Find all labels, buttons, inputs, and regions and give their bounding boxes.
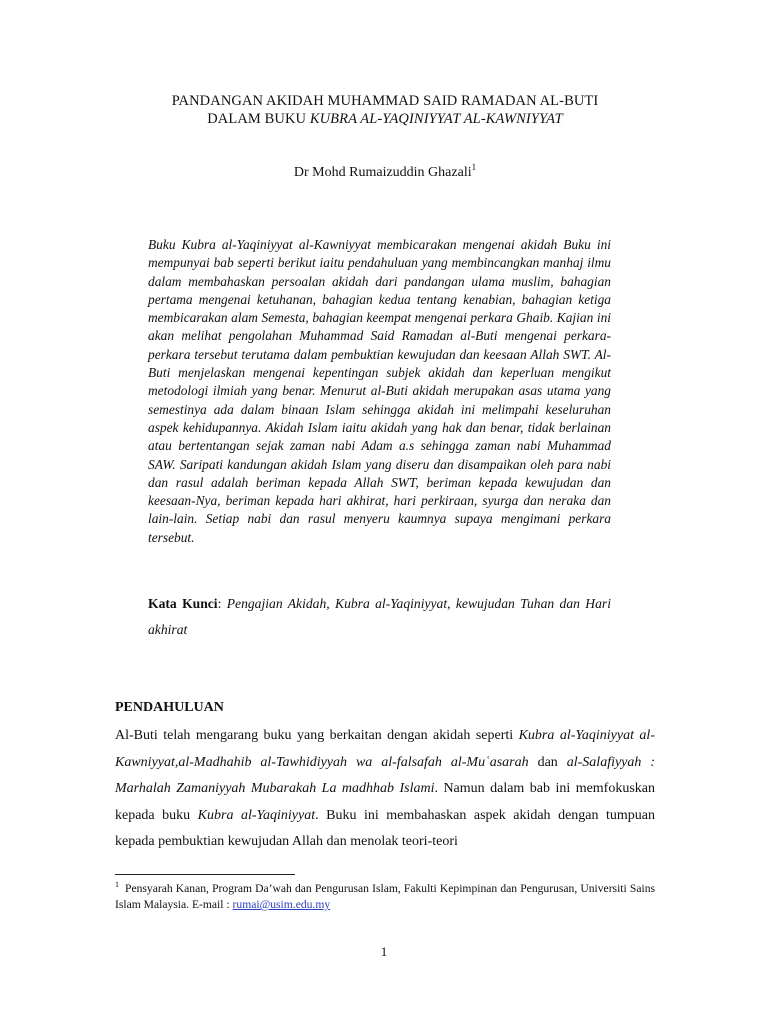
keywords <box>148 591 611 643</box>
footnote <box>115 881 655 913</box>
page-number: 1 <box>380 944 388 959</box>
keywords-separator: : <box>217 596 227 611</box>
footnote-text: Pensyarah Kanan, Program Da’wah dan Pengurusan Islam, Fakulti Kepimpinan dan Pengurusan, Universiti Sains Islam Malaysia. E-mail : <box>115 882 655 911</box>
footnote-email-link[interactable]: rumai@usim.edu.my <box>232 898 331 911</box>
title-line-2-prefix: DALAM BUKU <box>207 111 310 127</box>
title-line-1: PANDANGAN AKIDAH MUHAMMAD SAID RAMADAN AL-BUTI <box>171 93 599 109</box>
paper-title <box>115 92 655 128</box>
book-title-2: al-Salafiyyah : Marhalah Zamaniyyah Mubarakah La madhhab Islami <box>115 754 656 796</box>
author-name: Dr Mohd Rumaizuddin Ghazali <box>293 165 472 180</box>
title-line-2 <box>115 110 655 128</box>
keywords-label: Kata Kunci <box>148 596 218 611</box>
section-heading: PENDAHULUAN <box>115 700 224 715</box>
book-title-3: Kubra al-Yaqiniyyat <box>197 807 316 823</box>
footnote-divider <box>115 874 295 875</box>
body-text-segment: . Namun dalam bab ini memfokuskan kepada buku <box>115 781 656 823</box>
abstract: Buku Kubra al-Yaqiniyyat al-Kawniyyat membicarakan mengenai akidah Buku ini mempunyai bab seperti berikut iaitu pendahuluan yang membincangkan manhaj ilmu dalam membahaskan persoalan akidah dari pandangan ulama muslim, bahagian pertama mengenai ketuhanan, bahagian kedua tentang kenabian, bahagian ketiga membicarakan alam Semesta, bahagian keempat mengenai perkara Ghaib. Kajian ini akan melihat pengolahan Muhammad Said Ramadan al-Buti mengenai perkara-perkara tersebut terutama dalam pembuktian kewujudan dan keesaan Allah SWT. Al-Buti menjelaskan mengenai kepentingan subjek akidah dan keperluan mengikut metodologi ilmiah yang benar. Menurut al-Buti akidah merupakan asas utama yang semestinya ada dalam binaan Islam sehingga akidah ini melimpahi keseluruhan aspek kehidupannya. Akidah Islam iaitu akidah yang hak dan benar, tidak berlainan atau bertentangan sejak zaman nabi Adam a.s sehingga zaman nabi Muhammad SAW. Saripati kandungan akidah Islam yang diseru dan disampaikan oleh para nabi dan rasul adalah beriman kepada Allah SWT, beriman kepada kewujudan dan keesaan-Nya, beriman kepada hari akhirat, hari perkiraan, syurga dan neraka dan lain-lain. Setiap nabi dan rasul menyeru kaumnya supaya mengimani perkara tersebut. <box>148 237 611 545</box>
footnote-mark: 1 <box>115 880 119 889</box>
keywords-text: Pengajian Akidah, Kubra al-Yaqiniyyat, kewujudan Tuhan dan Hari akhirat <box>148 596 611 637</box>
author-line <box>115 164 655 182</box>
title-book-name: KUBRA AL-YAQINIYYAT AL-KAWNIYYAT <box>309 111 563 127</box>
body-text-segment: Al-Buti telah mengarang buku yang berkaitan dengan akidah seperti <box>115 728 519 743</box>
author-footnote-mark[interactable]: 1 <box>471 162 477 172</box>
body-text-segment: . Buku ini membahaskan aspek akidah dengan tumpuan kepada pembuktian kewujudan Allah dan menolak teori-teori <box>115 807 655 849</box>
body-paragraph <box>115 723 655 856</box>
book-title-1: Kubra al-Yaqiniyyat al-Kawniyyat,al-Madhahib al-Tawhidiyyah wa al-falsafah al-Muʿasarah <box>115 728 655 770</box>
body-text-segment: dan <box>528 754 567 770</box>
